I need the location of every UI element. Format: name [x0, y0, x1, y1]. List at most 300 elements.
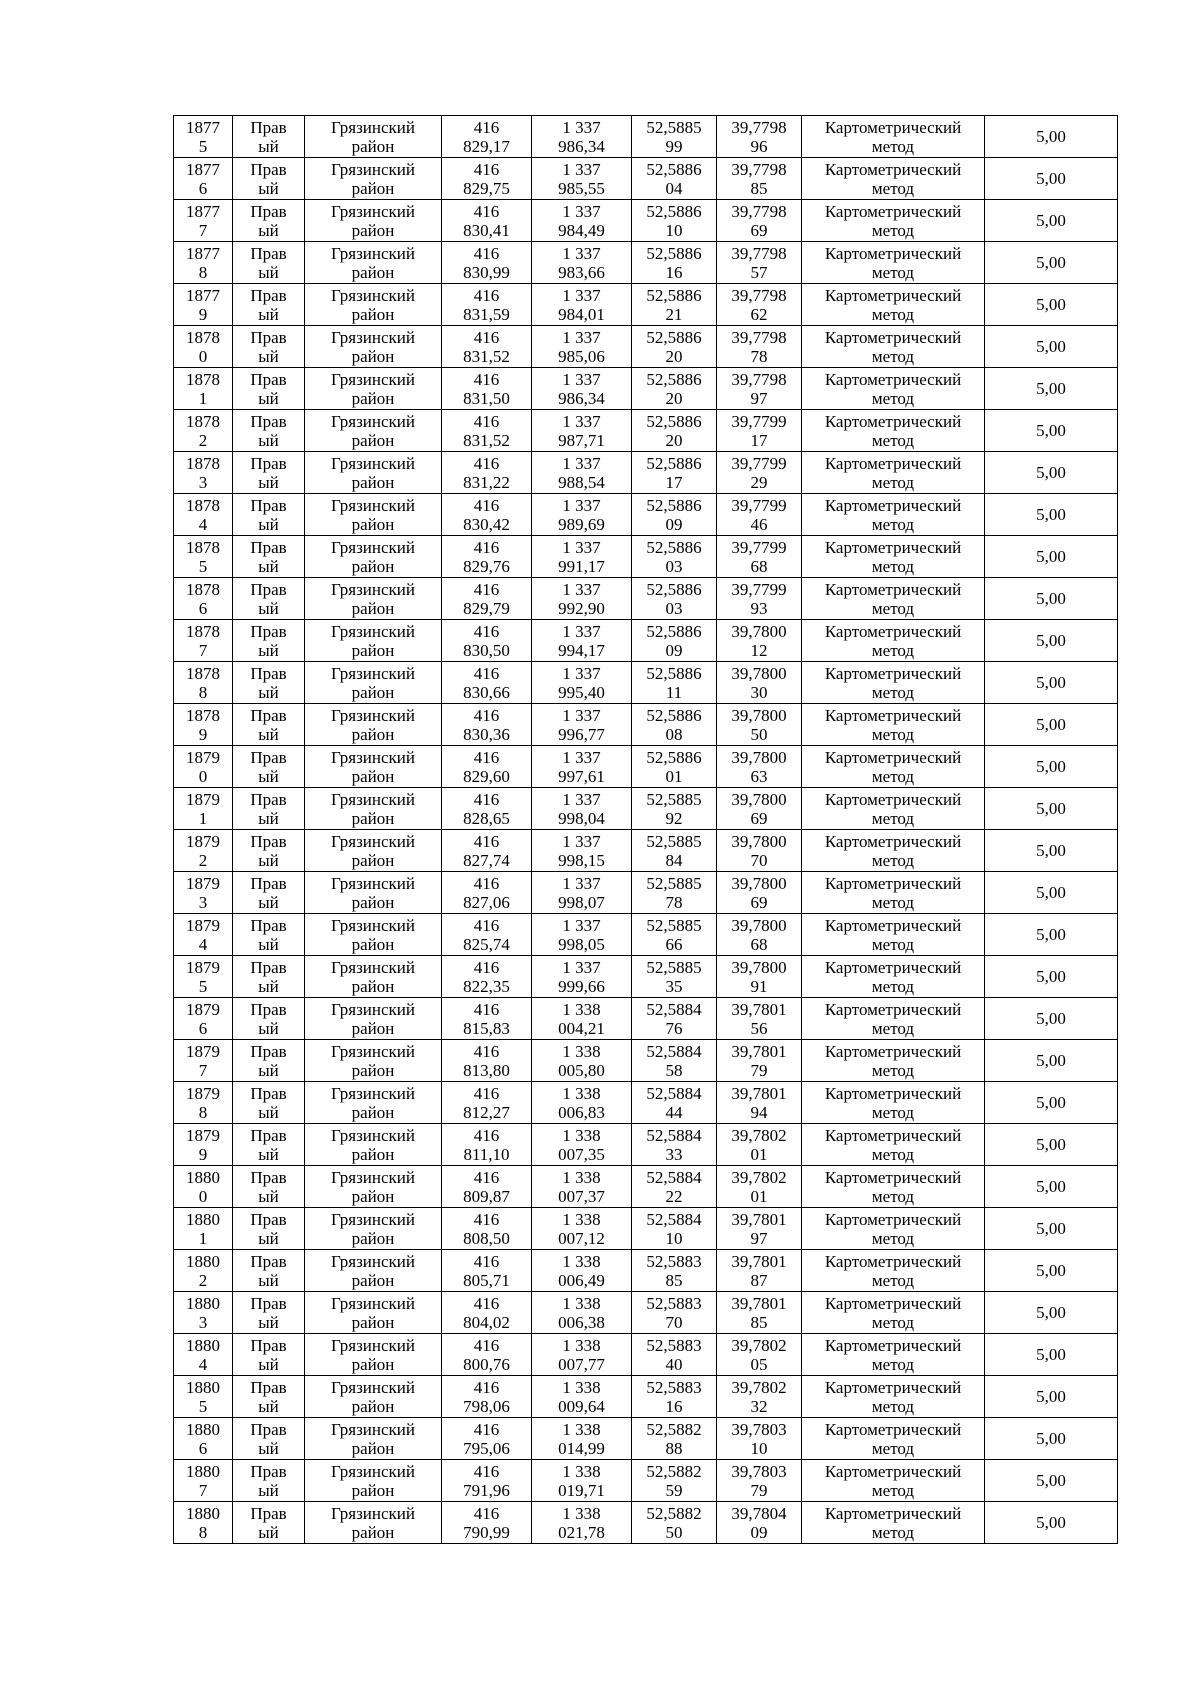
longitude-text: 01: [750, 1144, 768, 1164]
table-row: [174, 158, 1118, 200]
district-cell: [305, 1040, 442, 1082]
x-coordinate-text: 416: [473, 537, 500, 557]
point-number-text: 1880: [186, 1377, 220, 1397]
side-text: Прав: [250, 327, 287, 347]
district-cell: [305, 326, 442, 368]
y-coordinate-text: 1 338: [562, 1335, 601, 1355]
longitude-cell: [717, 1460, 802, 1502]
y-coordinate-cell: [532, 1334, 632, 1376]
point-number-cell: [174, 1292, 233, 1334]
x-coordinate-cell: [442, 620, 532, 662]
method-text: Картометрический: [824, 999, 962, 1019]
y-coordinate-cell: [532, 536, 632, 578]
side-text: ый: [258, 892, 279, 912]
x-coordinate-text: 416: [473, 663, 500, 683]
district-text: Грязинский: [331, 1251, 415, 1271]
side-cell: [233, 494, 305, 536]
x-coordinate-text: 827,06: [463, 892, 510, 912]
district-text: район: [351, 934, 395, 954]
accuracy-text: 5,00: [1036, 967, 1066, 986]
x-coordinate-cell: [442, 746, 532, 788]
method-text: Картометрический: [824, 915, 962, 935]
y-coordinate-text: 1 338: [562, 1377, 601, 1397]
method-cell: [802, 536, 985, 578]
table-row: [174, 704, 1118, 746]
latitude-text: 40: [665, 1354, 683, 1374]
x-coordinate-text: 416: [473, 789, 500, 809]
accuracy-cell: [985, 1040, 1118, 1082]
district-text: Грязинский: [331, 537, 415, 557]
district-text: Грязинский: [331, 411, 415, 431]
x-coordinate-text: 416: [473, 747, 500, 767]
method-text: метод: [871, 1354, 915, 1374]
method-text: Картометрический: [824, 1209, 962, 1229]
method-cell: [802, 746, 985, 788]
x-coordinate-text: 800,76: [463, 1354, 510, 1374]
latitude-cell: [632, 158, 717, 200]
method-text: метод: [871, 430, 915, 450]
district-text: Грязинский: [331, 1335, 415, 1355]
district-text: Грязинский: [331, 579, 415, 599]
side-cell: [233, 368, 305, 410]
latitude-text: 52,5884: [646, 1125, 702, 1145]
latitude-cell: [632, 998, 717, 1040]
district-cell: [305, 620, 442, 662]
x-coordinate-text: 416: [473, 1125, 500, 1145]
method-text: метод: [871, 598, 915, 618]
y-coordinate-cell: [532, 326, 632, 368]
district-text: Грязинский: [331, 285, 415, 305]
point-number-text: 1879: [186, 873, 220, 893]
side-text: Прав: [250, 537, 287, 557]
accuracy-cell: [985, 326, 1118, 368]
y-coordinate-cell: [532, 746, 632, 788]
point-number-text: 1880: [186, 1503, 220, 1523]
latitude-text: 52,5886: [646, 285, 702, 305]
side-text: Прав: [250, 243, 287, 263]
point-number-cell: [174, 830, 233, 872]
x-coordinate-text: 416: [473, 621, 500, 641]
method-cell: [802, 1292, 985, 1334]
longitude-text: 94: [750, 1102, 768, 1122]
point-number-text: 9: [198, 304, 208, 324]
x-coordinate-text: 416: [473, 1209, 500, 1229]
x-coordinate-cell: [442, 1250, 532, 1292]
y-coordinate-text: 1 337: [562, 327, 601, 347]
side-text: Прав: [250, 1251, 287, 1271]
y-coordinate-text: 996,77: [558, 724, 605, 744]
accuracy-text: 5,00: [1036, 337, 1066, 356]
x-coordinate-text: 808,50: [463, 1228, 510, 1248]
district-text: Грязинский: [331, 1293, 415, 1313]
accuracy-text: 5,00: [1036, 169, 1066, 188]
point-number-text: 1877: [186, 243, 220, 263]
side-text: Прав: [250, 201, 287, 221]
table-row: [174, 914, 1118, 956]
accuracy-cell: [985, 158, 1118, 200]
latitude-text: 52,5885: [646, 915, 702, 935]
method-text: метод: [871, 178, 915, 198]
latitude-text: 52,5886: [646, 159, 702, 179]
longitude-text: 39,7798: [731, 243, 787, 263]
y-coordinate-text: 1 338: [562, 1503, 601, 1523]
latitude-cell: [632, 1502, 717, 1544]
point-number-cell: [174, 1376, 233, 1418]
accuracy-text: 5,00: [1036, 127, 1066, 146]
longitude-text: 97: [750, 1228, 768, 1248]
point-number-cell: [174, 1208, 233, 1250]
x-coordinate-cell: [442, 1418, 532, 1460]
x-coordinate-text: 829,79: [463, 598, 510, 618]
y-coordinate-text: 1 337: [562, 621, 601, 641]
y-coordinate-text: 995,40: [558, 682, 605, 702]
method-text: Картометрический: [824, 621, 962, 641]
point-number-text: 2: [198, 430, 208, 450]
latitude-cell: [632, 200, 717, 242]
longitude-cell: [717, 914, 802, 956]
point-number-text: 9: [198, 724, 208, 744]
district-cell: [305, 1082, 442, 1124]
latitude-cell: [632, 620, 717, 662]
y-coordinate-cell: [532, 242, 632, 284]
district-text: район: [351, 850, 395, 870]
district-text: Грязинский: [331, 495, 415, 515]
side-cell: [233, 1040, 305, 1082]
longitude-text: 39,7801: [731, 1041, 787, 1061]
method-text: Картометрический: [824, 411, 962, 431]
point-number-cell: [174, 662, 233, 704]
y-coordinate-text: 984,49: [558, 220, 605, 240]
latitude-text: 59: [665, 1480, 683, 1500]
latitude-cell: [632, 410, 717, 452]
method-text: Картометрический: [824, 1335, 962, 1355]
side-text: Прав: [250, 831, 287, 851]
longitude-cell: [717, 704, 802, 746]
method-text: Картометрический: [824, 1377, 962, 1397]
x-coordinate-text: 831,22: [463, 472, 510, 492]
y-coordinate-cell: [532, 1460, 632, 1502]
longitude-cell: [717, 1040, 802, 1082]
side-cell: [233, 200, 305, 242]
point-number-text: 1879: [186, 999, 220, 1019]
table-row: [174, 620, 1118, 662]
point-number-cell: [174, 368, 233, 410]
accuracy-text: 5,00: [1036, 1219, 1066, 1238]
method-text: метод: [871, 934, 915, 954]
accuracy-cell: [985, 494, 1118, 536]
method-text: метод: [871, 472, 915, 492]
longitude-cell: [717, 1376, 802, 1418]
latitude-cell: [632, 536, 717, 578]
x-coordinate-text: 416: [473, 411, 500, 431]
y-coordinate-text: 006,49: [558, 1270, 605, 1290]
district-text: Грязинский: [331, 1125, 415, 1145]
method-cell: [802, 284, 985, 326]
x-coordinate-text: 828,65: [463, 808, 510, 828]
latitude-text: 99: [665, 136, 683, 156]
x-coordinate-text: 416: [473, 1419, 500, 1439]
district-text: район: [351, 808, 395, 828]
accuracy-text: 5,00: [1036, 925, 1066, 944]
side-cell: [233, 536, 305, 578]
method-text: Картометрический: [824, 747, 962, 767]
longitude-text: 69: [750, 808, 768, 828]
district-text: район: [351, 178, 395, 198]
y-coordinate-text: 1 337: [562, 957, 601, 977]
x-coordinate-text: 830,42: [463, 514, 510, 534]
y-coordinate-text: 1 337: [562, 495, 601, 515]
side-cell: [233, 1250, 305, 1292]
longitude-text: 39,7799: [731, 537, 787, 557]
x-coordinate-text: 416: [473, 243, 500, 263]
latitude-text: 52,5883: [646, 1335, 702, 1355]
district-text: район: [351, 766, 395, 786]
y-coordinate-text: 997,61: [558, 766, 605, 786]
longitude-text: 39,7800: [731, 621, 787, 641]
side-text: ый: [258, 808, 279, 828]
longitude-cell: [717, 200, 802, 242]
side-text: ый: [258, 304, 279, 324]
longitude-text: 17: [750, 430, 768, 450]
point-number-cell: [174, 1124, 233, 1166]
district-cell: [305, 704, 442, 746]
district-text: Грязинский: [331, 1419, 415, 1439]
side-cell: [233, 998, 305, 1040]
x-coordinate-text: 416: [473, 327, 500, 347]
point-number-cell: [174, 242, 233, 284]
district-text: район: [351, 1396, 395, 1416]
x-coordinate-cell: [442, 956, 532, 998]
longitude-cell: [717, 158, 802, 200]
latitude-cell: [632, 1376, 717, 1418]
y-coordinate-text: 1 337: [562, 579, 601, 599]
y-coordinate-cell: [532, 494, 632, 536]
point-number-text: 1878: [186, 495, 220, 515]
latitude-text: 52,5886: [646, 747, 702, 767]
method-text: Картометрический: [824, 453, 962, 473]
method-text: Картометрический: [824, 1503, 962, 1523]
district-cell: [305, 578, 442, 620]
y-coordinate-text: 006,38: [558, 1312, 605, 1332]
longitude-text: 79: [750, 1480, 768, 1500]
district-text: Грязинский: [331, 117, 415, 137]
district-cell: [305, 662, 442, 704]
longitude-text: 39,7799: [731, 411, 787, 431]
method-text: метод: [871, 1060, 915, 1080]
side-text: Прав: [250, 1503, 287, 1523]
longitude-cell: [717, 1250, 802, 1292]
district-text: Грязинский: [331, 747, 415, 767]
latitude-text: 22: [665, 1186, 683, 1206]
point-number-text: 2: [198, 850, 208, 870]
district-cell: [305, 1460, 442, 1502]
accuracy-cell: [985, 536, 1118, 578]
point-number-cell: [174, 1334, 233, 1376]
latitude-cell: [632, 284, 717, 326]
point-number-text: 1880: [186, 1419, 220, 1439]
district-text: Грязинский: [331, 1041, 415, 1061]
method-cell: [802, 1208, 985, 1250]
y-coordinate-text: 985,55: [558, 178, 605, 198]
x-coordinate-cell: [442, 158, 532, 200]
accuracy-cell: [985, 200, 1118, 242]
latitude-text: 52,5884: [646, 1209, 702, 1229]
x-coordinate-cell: [442, 326, 532, 368]
latitude-text: 52,5886: [646, 201, 702, 221]
latitude-text: 35: [665, 976, 683, 996]
method-text: Картометрический: [824, 1461, 962, 1481]
accuracy-cell: [985, 1124, 1118, 1166]
y-coordinate-cell: [532, 1166, 632, 1208]
longitude-text: 39,7801: [731, 999, 787, 1019]
district-text: Грязинский: [331, 1503, 415, 1523]
method-cell: [802, 1040, 985, 1082]
x-coordinate-cell: [442, 200, 532, 242]
side-text: ый: [258, 472, 279, 492]
latitude-cell: [632, 788, 717, 830]
latitude-text: 52,5885: [646, 957, 702, 977]
accuracy-text: 5,00: [1036, 715, 1066, 734]
method-text: метод: [871, 220, 915, 240]
side-text: Прав: [250, 957, 287, 977]
accuracy-text: 5,00: [1036, 799, 1066, 818]
accuracy-cell: [985, 998, 1118, 1040]
accuracy-text: 5,00: [1036, 463, 1066, 482]
accuracy-cell: [985, 662, 1118, 704]
latitude-text: 03: [665, 598, 683, 618]
point-number-text: 0: [198, 1186, 208, 1206]
district-cell: [305, 1292, 442, 1334]
district-text: Грязинский: [331, 1461, 415, 1481]
method-cell: [802, 242, 985, 284]
accuracy-cell: [985, 1334, 1118, 1376]
latitude-text: 84: [665, 850, 683, 870]
method-text: метод: [871, 1522, 915, 1542]
side-text: ый: [258, 850, 279, 870]
point-number-cell: [174, 158, 233, 200]
side-text: Прав: [250, 663, 287, 683]
x-coordinate-cell: [442, 1124, 532, 1166]
longitude-text: 39,7798: [731, 369, 787, 389]
point-number-text: 4: [198, 934, 208, 954]
method-text: метод: [871, 1228, 915, 1248]
district-text: Грязинский: [331, 831, 415, 851]
x-coordinate-text: 831,52: [463, 346, 510, 366]
method-text: метод: [871, 388, 915, 408]
point-number-text: 6: [198, 598, 208, 618]
latitude-text: 52,5884: [646, 999, 702, 1019]
accuracy-cell: [985, 1208, 1118, 1250]
side-cell: [233, 956, 305, 998]
x-coordinate-text: 795,06: [463, 1438, 510, 1458]
district-cell: [305, 536, 442, 578]
accuracy-cell: [985, 746, 1118, 788]
latitude-text: 52,5884: [646, 1041, 702, 1061]
x-coordinate-text: 416: [473, 453, 500, 473]
y-coordinate-cell: [532, 284, 632, 326]
y-coordinate-text: 1 338: [562, 1461, 601, 1481]
longitude-text: 39,7801: [731, 1251, 787, 1271]
x-coordinate-text: 416: [473, 1293, 500, 1313]
x-coordinate-cell: [442, 1334, 532, 1376]
y-coordinate-cell: [532, 578, 632, 620]
y-coordinate-cell: [532, 410, 632, 452]
side-cell: [233, 1166, 305, 1208]
y-coordinate-text: 1 337: [562, 369, 601, 389]
latitude-cell: [632, 1334, 717, 1376]
accuracy-cell: [985, 1418, 1118, 1460]
x-coordinate-text: 830,36: [463, 724, 510, 744]
longitude-text: 01: [750, 1186, 768, 1206]
side-text: Прав: [250, 747, 287, 767]
side-cell: [233, 452, 305, 494]
district-text: район: [351, 262, 395, 282]
y-coordinate-text: 005,80: [558, 1060, 605, 1080]
accuracy-text: 5,00: [1036, 1051, 1066, 1070]
district-text: Грязинский: [331, 327, 415, 347]
point-number-text: 8: [198, 1522, 208, 1542]
side-cell: [233, 746, 305, 788]
y-coordinate-text: 983,66: [558, 262, 605, 282]
accuracy-text: 5,00: [1036, 1177, 1066, 1196]
latitude-text: 76: [665, 1018, 683, 1038]
point-number-text: 7: [198, 1480, 208, 1500]
table-row: [174, 536, 1118, 578]
y-coordinate-text: 987,71: [558, 430, 605, 450]
point-number-text: 1878: [186, 579, 220, 599]
latitude-text: 52,5886: [646, 579, 702, 599]
point-number-text: 4: [198, 514, 208, 534]
point-number-cell: [174, 536, 233, 578]
x-coordinate-text: 416: [473, 873, 500, 893]
point-number-cell: [174, 704, 233, 746]
point-number-text: 8: [198, 262, 208, 282]
latitude-text: 78: [665, 892, 683, 912]
y-coordinate-cell: [532, 1418, 632, 1460]
district-text: Грязинский: [331, 789, 415, 809]
method-text: Картометрический: [824, 873, 962, 893]
x-coordinate-cell: [442, 1208, 532, 1250]
point-number-text: 5: [198, 1396, 208, 1416]
district-cell: [305, 410, 442, 452]
x-coordinate-text: 829,75: [463, 178, 510, 198]
district-text: Грязинский: [331, 873, 415, 893]
point-number-cell: [174, 788, 233, 830]
point-number-cell: [174, 872, 233, 914]
x-coordinate-text: 416: [473, 117, 500, 137]
latitude-cell: [632, 242, 717, 284]
point-number-text: 2: [198, 1270, 208, 1290]
longitude-text: 50: [750, 724, 768, 744]
y-coordinate-cell: [532, 1502, 632, 1544]
y-coordinate-cell: [532, 704, 632, 746]
x-coordinate-text: 815,83: [463, 1018, 510, 1038]
district-cell: [305, 788, 442, 830]
district-text: район: [351, 640, 395, 660]
side-text: Прав: [250, 285, 287, 305]
method-cell: [802, 914, 985, 956]
accuracy-text: 5,00: [1036, 883, 1066, 902]
latitude-text: 08: [665, 724, 683, 744]
side-text: ый: [258, 1228, 279, 1248]
latitude-text: 52,5885: [646, 873, 702, 893]
point-number-text: 1: [198, 808, 208, 828]
side-cell: [233, 620, 305, 662]
y-coordinate-text: 998,04: [558, 808, 605, 828]
y-coordinate-text: 007,35: [558, 1144, 605, 1164]
latitude-cell: [632, 1082, 717, 1124]
x-coordinate-text: 416: [473, 831, 500, 851]
